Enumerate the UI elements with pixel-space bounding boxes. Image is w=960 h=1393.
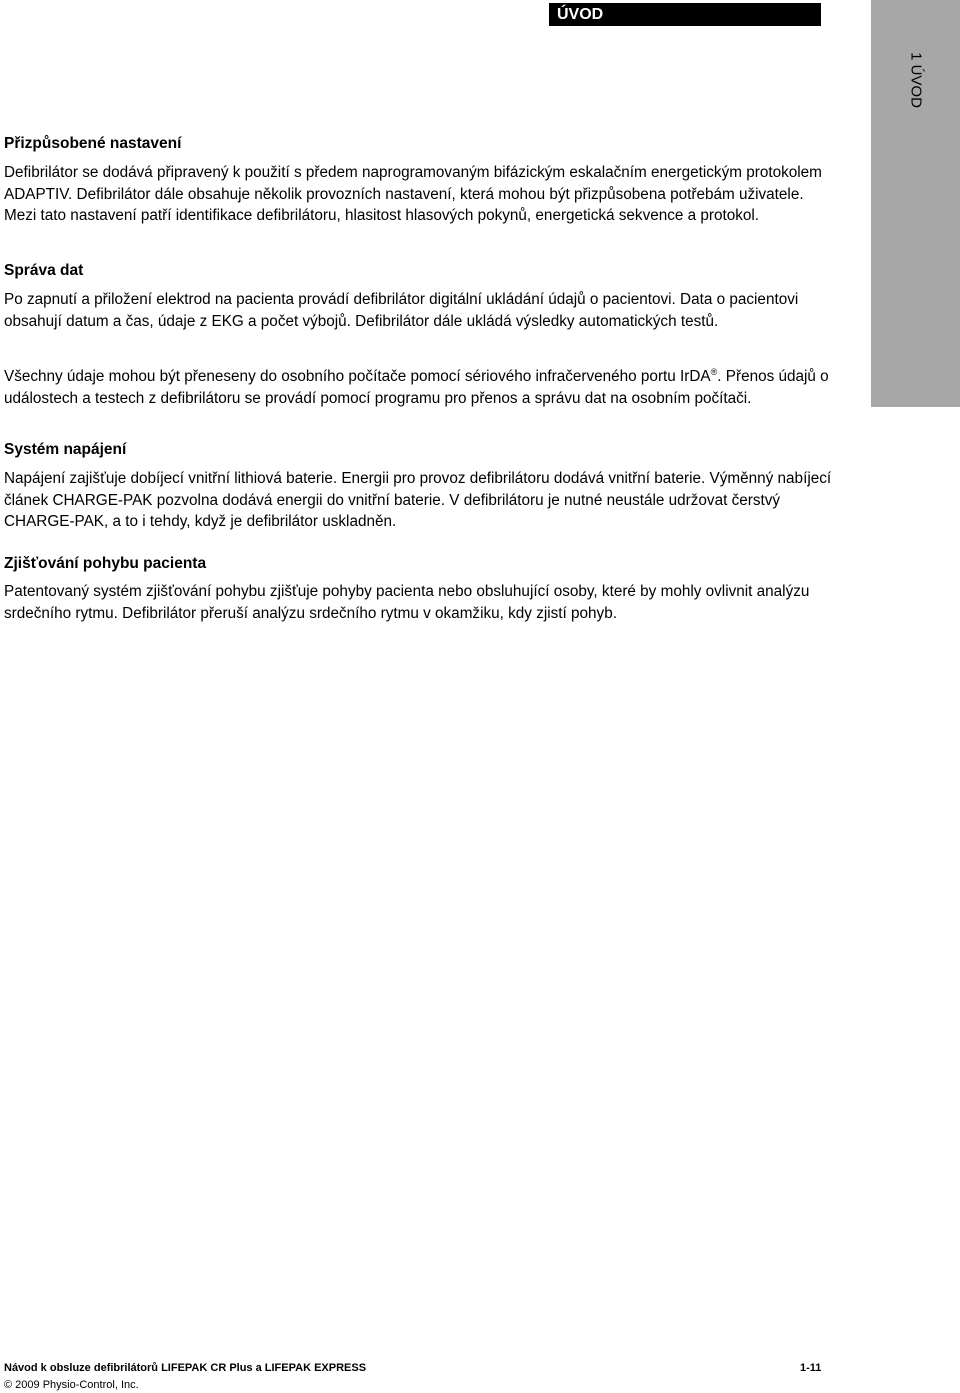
footer-copyright: © 2009 Physio-Control, Inc.	[4, 1379, 139, 1391]
footer-document-title: Návod k obsluze defibrilátorů LIFEPAK CR Plus a LIFEPAK EXPRESS	[4, 1362, 367, 1374]
section-heading: Zjišťování pohybu pacienta	[4, 555, 207, 572]
section-heading: Přizpůsobené nastavení	[4, 135, 182, 152]
side-tab-label: 1 ÚVOD	[907, 52, 924, 108]
section-paragraph: Defibrilátor se dodává připravený k použití s předem naprogramovaným bifázickým eskalačním energetickým protokolem ADAPTIV. Defibrilátor dále obsahuje několik provozních nastavení, která mohou být přizpůsobena potřebám uživatele. Mezi tato nastavení patří identifikace defibrilátoru, hlasitost hlasových pokynů, energetická sekvence a protokol.	[4, 164, 822, 224]
paragraph-text: Všechny údaje mohou být přeneseny do osobního počítače pomocí sériového infračerveného portu IrDA	[4, 368, 711, 386]
section-heading: Systém napájení	[4, 441, 127, 458]
paragraph-text: . Přenos údajů o událostech a testech z defibrilátoru se provádí pomocí programu pro přenos a správu dat na osobním počítači.	[4, 368, 829, 407]
registered-mark: ®	[710, 367, 718, 377]
footer-page-number: 1-11	[800, 1362, 822, 1374]
section-heading: Správa dat	[4, 262, 84, 279]
section-paragraph: Patentovaný systém zjišťování pohybu zjišťuje pohyby pacienta nebo obsluhující osoby, které by mohly ovlivnit analýzu srdečního rytmu. Defibrilátor přeruší analýzu srdečního rytmu v okamžiku, kdy zjistí pohyb.	[4, 583, 810, 622]
section-paragraph	[4, 362, 834, 409]
section-paragraph: Po zapnutí a přiložení elektrod na pacienta provádí defibrilátor digitální ukládání údajů o pacientovi. Data o pacientovi obsahují datum a čas, údaje z EKG a počet výbojů. Defibrilátor dále ukládá výsledky automatických testů.	[4, 291, 799, 330]
section-paragraph: Napájení zajišťuje dobíjecí vnitřní lithiová baterie. Energii pro provoz defibrilátoru dodává vnitřní baterie. Výměnný nabíjecí článek CHARGE-PAK pozvolna dodává energii do vnitřní baterie. V defibrilátoru je nutné neustále udržovat čerstvý CHARGE-PAK, a to i tehdy, když je defibrilátor uskladněn.	[4, 470, 832, 530]
chapter-title-bar	[549, 3, 821, 26]
chapter-side-tab	[871, 0, 960, 407]
chapter-title: ÚVOD	[557, 6, 604, 23]
